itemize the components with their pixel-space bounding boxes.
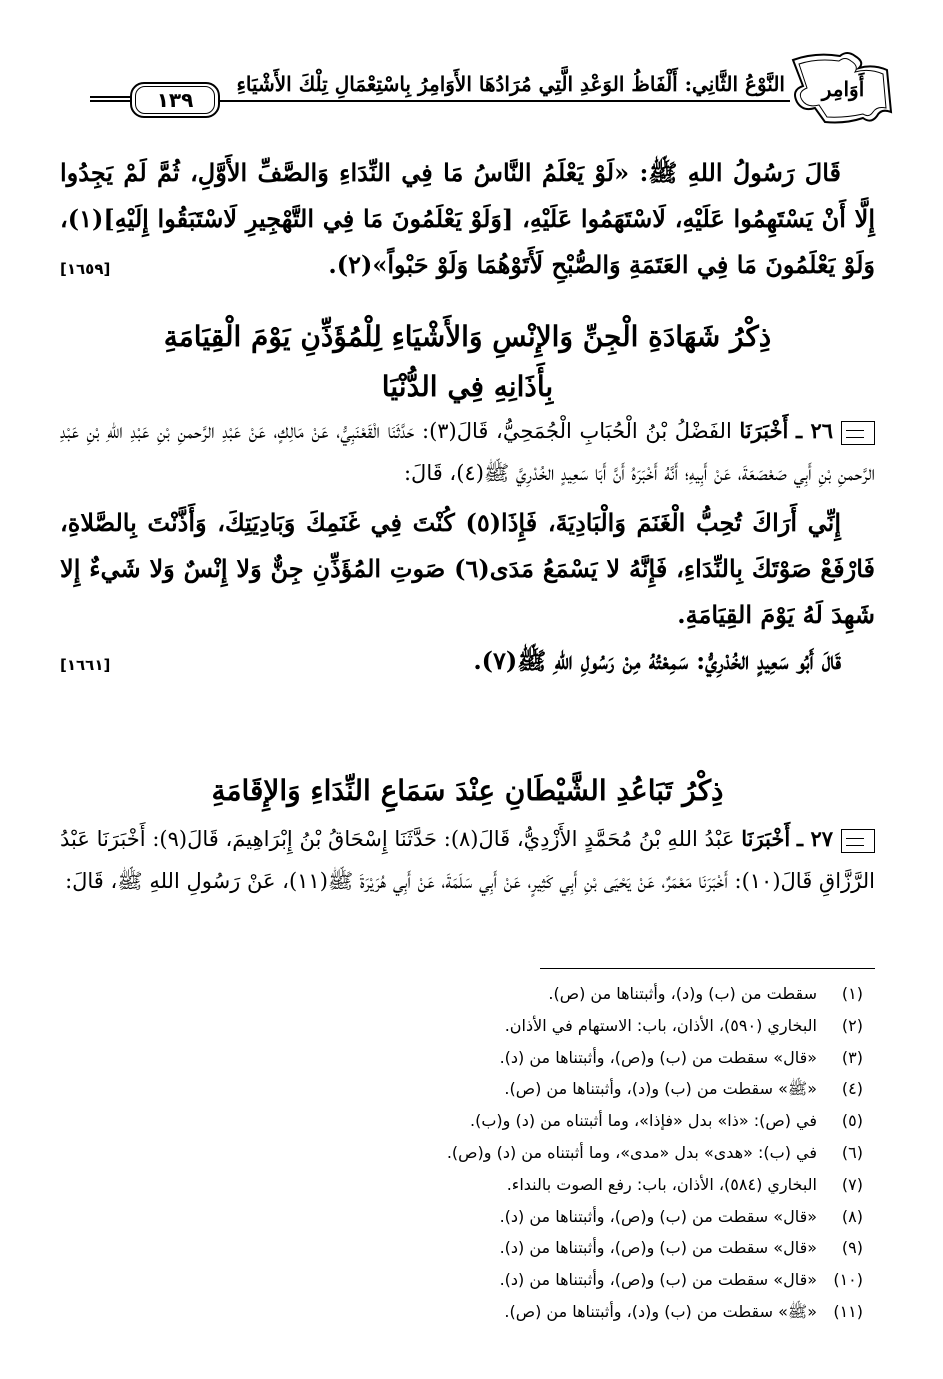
footnote-text: «قال» سقطت من (ب) و(ص)، وأثبتناها من (د). bbox=[499, 1270, 817, 1290]
footnote bbox=[83, 978, 863, 1010]
footnote bbox=[83, 1105, 863, 1137]
footnote-number: (١١) bbox=[833, 1301, 863, 1321]
header-rule bbox=[220, 100, 790, 102]
footnote-number: (٩) bbox=[841, 1238, 863, 1258]
paragraph-text bbox=[60, 150, 875, 288]
footnote-separator bbox=[540, 968, 875, 969]
footnote-number: (٥) bbox=[841, 1111, 863, 1131]
isnad-body: عَبْدُ اللهِ بْنُ مُحَمَّدٍ الأَزْدِيُّ، قَالَ(٨): حَدَّثَنَا إِسْحَاقُ بْنُ إِبْرَاهِيمَ، قَالَ(٩): أَخْبَرَنَا عَبْدُ الرَّزَّاقِ قَالَ(١٠): أَخْبَرَنَا مَعْمَرٌ، عَنْ يَحْيَى بْنِ أَبِي كَثِيرٍ، عَنْ أَبِي سَلَمَةَ، عَنْ أَبِي هُرَيْرَةَ ﷺ(١١)، عَنْ رَسُولِ اللهِ ﷺ، قَالَ: bbox=[60, 827, 875, 893]
running-title: النَّوْعُ الثَّانِي: أَلْفَاظُ الوَعْدِ الَّتِي مُرَادُهَا الأَوَامِرُ بِاسْتِعْمَالِ تِلْكَ الأَشْيَاءِ bbox=[236, 72, 785, 96]
footnote-number: (٢) bbox=[841, 1015, 863, 1035]
page-number: ١٣٩ bbox=[135, 86, 215, 114]
footnote-text: «ﷺ» سقطت من (ب) و(د)، وأثبتناها من (ص). bbox=[504, 1301, 817, 1321]
footnote-number: (١٠) bbox=[833, 1270, 863, 1290]
isnad-text bbox=[60, 410, 875, 494]
footnote-text: «قال» سقطت من (ب) و(ص)، وأثبتناها من (د). bbox=[499, 1238, 817, 1258]
footnote-number: (٨) bbox=[841, 1206, 863, 1226]
header-rule-left bbox=[90, 96, 130, 102]
section-heading-line: بِأَذَانِهِ فِي الدُّنْيَا bbox=[381, 370, 554, 403]
puzzle-logo-icon bbox=[785, 50, 895, 128]
footnote-text: «ﷺ» سقطت من (ب) و(د)، وأثبتناها من (ص). bbox=[504, 1079, 817, 1099]
section-heading-line: ذِكْرُ شَهَادَةِ الْجِنِّ وَالإِنْسِ وَالأَشْيَاءِ لِلْمُؤَذِّنِ يَوْمَ الْقِيَامَةِ bbox=[163, 320, 772, 353]
page-header bbox=[70, 50, 895, 130]
hadith-number: ٢٧ ـ bbox=[796, 826, 833, 851]
footnote-number: (٣) bbox=[841, 1047, 863, 1067]
hadith-number: ٢٦ ـ bbox=[796, 418, 833, 443]
pointing-hand-icon bbox=[841, 421, 875, 445]
footnote bbox=[83, 1073, 863, 1105]
section-heading bbox=[60, 312, 875, 412]
hadith-26 bbox=[60, 410, 875, 688]
footnote-number: (٤) bbox=[841, 1079, 863, 1099]
footnote bbox=[83, 1264, 863, 1296]
section-heading bbox=[60, 766, 875, 816]
footnote-text: سقطت من (ب) و(د)، وأثبتناها من (ص). bbox=[548, 984, 817, 1003]
hadith-27 bbox=[60, 818, 875, 902]
closing-body: قَالَ أَبُو سَعِيدٍ الخُدْرِيُّ: سَمِعْتُهُ مِنْ رَسُولِ اللهِ ﷺ(٧). bbox=[473, 646, 841, 675]
footnote bbox=[83, 1232, 863, 1264]
paragraph-body: قَالَ رَسُولُ اللهِ ﷺ: «لَوْ يَعْلَمُ النَّاسُ مَا فِي النِّدَاءِ وَالصَّفِّ الأَوَّلِ، ثُمَّ لَمْ يَجِدُوا إِلَّا أَنْ يَسْتَهِمُوا عَلَيْهِ، لَاسْتَهَمُوا عَلَيْهِ، [وَلَوْ يَعْلَمُونَ مَا فِي التَّهْجِيرِ لَاسْتَبَقُوا إِلَيْهِ](١)، وَلَوْ يَعْلَمُونَ مَا فِي العَتَمَةِ وَالصُّبْحِ لَأَتَوْهُمَا وَلَوْ حَبْواً»(٢). bbox=[60, 158, 875, 279]
footnote bbox=[83, 1201, 863, 1233]
isnad-body: الفَضْلُ بْنُ الْحُبَابِ الْجُمَحِيُّ، قَالَ(٣): حَدَّثَنَا الْقَعْنَبِيُّ، عَنْ مَالِكٍ، عَنْ عَبْدِ الرَّحمنِ بْنِ عَبْدِ اللهِ بْنِ عَبْدِ الرَّحمنِ بْنِ أَبِي صَعْصَعَةَ، عَنْ أَبِيهِ؛ أَنَّهُ أَخْبَرَهُ أَنَّ أَبَا سَعِيدٍ الخُدْرِيَّ ﷺ(٤)، قَالَ: bbox=[60, 419, 875, 485]
matn-text: إِنِّي أَرَاكَ تُحِبُّ الْغَنَمَ وَالْبَادِيَةَ، فَإِذَا(٥) كُنْتَ فِي غَنَمِكَ وَبَادِيَتِكَ، وَأَذَّنْتَ بِالصَّلاةِ، فَارْفَعْ صَوْتَكَ بِالنِّدَاءِ، فَإِنَّهُ لا يَسْمَعُ مَدَى(٦) صَوتِ المُؤَذِّنِ جِنٌّ وَلا إِنْسٌ وَلا شَيءٌ إِلا شَهِدَ لَهُ يَوْمَ القِيَامَةِ. bbox=[60, 508, 875, 629]
footnote-text: في (ب): «هدى» بدل «مدى»، وما أثبتناه من (د) و(ص). bbox=[446, 1142, 817, 1162]
footnote bbox=[83, 1137, 863, 1169]
footnote-text: البخاري (٥٨٤)، الأذان، باب: رفع الصوت بالنداء. bbox=[506, 1174, 817, 1194]
footnote-text: البخاري (٥٩٠)، الأذان، باب: الاستهام في الأذان. bbox=[504, 1015, 817, 1035]
hadith-intro: أَخْبَرَنَا bbox=[739, 418, 789, 443]
footnote bbox=[83, 1296, 863, 1328]
footnote-text: في (ص): «ذا» بدل «فإذا»، وما أثبتناه من (د) و(ب). bbox=[470, 1111, 817, 1131]
hadith-intro: أَخْبَرَنَا bbox=[741, 826, 791, 851]
hadith-reference: [١٦٥٩] bbox=[60, 260, 111, 278]
footnote bbox=[83, 1169, 863, 1201]
footnote bbox=[83, 1010, 863, 1042]
page-number-frame bbox=[130, 82, 220, 118]
footnotes bbox=[83, 978, 863, 1328]
footnote-number: (٧) bbox=[841, 1174, 863, 1194]
footnote bbox=[83, 1042, 863, 1074]
closing-text bbox=[60, 638, 875, 684]
footnote-text: «قال» سقطت من (ب) و(ص)، وأثبتناها من (د). bbox=[499, 1206, 817, 1226]
isnad-text bbox=[60, 818, 875, 902]
pointing-hand-icon bbox=[841, 829, 875, 853]
footnote-number: (٦) bbox=[841, 1142, 863, 1162]
hadith-continuation bbox=[60, 150, 875, 292]
footnote-text: «قال» سقطت من (ب) و(ص)، وأثبتناها من (د). bbox=[499, 1047, 817, 1067]
hadith-reference: [١٦٦١] bbox=[60, 656, 111, 674]
logo-text: أَوَامِر bbox=[821, 77, 865, 101]
section-heading-line: ذِكْرُ تَبَاعُدِ الشَّيْطَانِ عِنْدَ سَمَاعِ النِّدَاءِ وَالإِقَامَةِ bbox=[211, 774, 724, 807]
footnote-number: (١) bbox=[841, 984, 863, 1003]
